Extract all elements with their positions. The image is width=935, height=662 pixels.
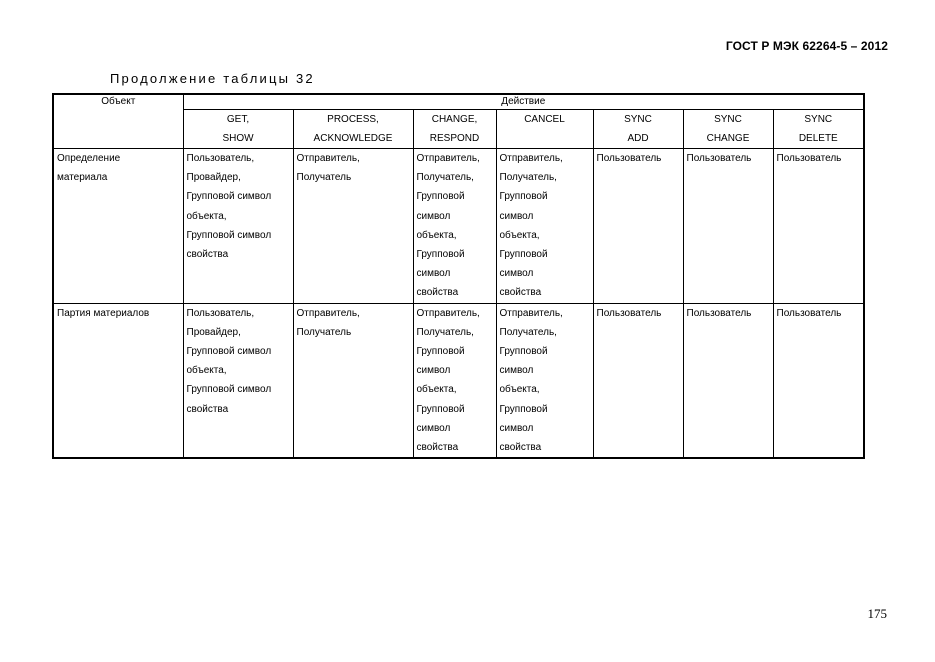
table-caption: Продолжение таблицы 32 [110,71,315,86]
verb-header [593,110,683,149]
cell-line: объекта, [416,384,457,396]
table-header-row-1 [53,94,864,110]
table-cell [683,303,773,458]
cell-line: Отправитель, [499,153,563,164]
cell-line: объекта, [416,229,457,241]
cell-line: символ [416,422,451,434]
cell-line: Групповой [499,249,548,261]
table-cell [183,303,293,458]
table-cell [413,303,496,458]
cell-line: Определение [57,153,121,164]
table-cell [683,149,773,304]
verb-header [773,110,864,149]
cell-line: свойства [186,249,229,261]
table-cell [413,149,496,304]
cell-line: символ [499,210,534,222]
verb-header [413,110,496,149]
table-cell [183,149,293,304]
cell-line: Групповой символ [186,384,272,396]
object-cell [53,149,183,304]
header-line: CANCEL [524,114,565,125]
cell-line: Получатель [296,326,352,338]
cell-line: Партия материалов [57,307,150,319]
cell-line: Групповой [499,403,548,415]
header-line: DELETE [798,133,838,144]
object-column-header: Объект [53,94,183,149]
cell-line: символ [499,268,534,280]
table-cell [773,303,864,458]
table-row [53,303,864,458]
table-cell [496,303,593,458]
cell-line: Получатель [296,172,352,184]
cell-line: символ [416,365,451,377]
table-cell [293,303,413,458]
cell-line: Групповой [499,346,548,358]
cell-line: Пользователь [686,153,752,164]
cell-line: Пользователь [596,307,662,319]
table-cell [773,149,864,304]
verb-header [496,110,593,149]
cell-line: объекта, [499,229,540,241]
cell-line: символ [416,210,451,222]
cell-line: Пользователь [596,153,662,164]
header-line: RESPOND [429,133,480,144]
cell-line: объекта, [186,210,227,222]
cell-line: свойства [499,287,542,299]
cell-line: Групповой [416,249,465,261]
cell-line: символ [416,268,451,280]
cell-line: свойства [416,287,459,299]
header-line: SYNC [714,114,742,125]
cell-line: Групповой [416,403,465,415]
action-column-header: Действие [183,94,864,110]
header-line: CHANGE [706,133,750,144]
cell-line: Провайдер, [186,326,241,338]
cell-line: объекта, [499,384,540,396]
table-row [53,149,864,304]
header-line: ADD [627,133,649,144]
page-number: 175 [867,606,887,621]
cell-line: Групповой символ [186,346,272,358]
cell-line: Отправитель, [296,307,360,319]
cell-line: Пользователь, [186,307,255,319]
cell-line: символ [499,422,534,434]
table-cell [593,149,683,304]
cell-line: Провайдер, [186,172,241,184]
verb-header [683,110,773,149]
cell-line: материала [57,172,108,184]
header-line: SYNC [804,114,833,125]
verb-header [183,110,293,149]
document-header: ГОСТ Р МЭК 62264-5 – 2012 [725,39,888,53]
cell-line: свойства [499,442,542,454]
cell-line: Отправитель, [499,307,563,319]
header-line: GET, [226,114,250,125]
cell-line: Пользователь [776,307,842,319]
cell-line: свойства [416,442,459,454]
table-cell [593,303,683,458]
cell-line: Групповой [416,191,465,203]
cell-line: Получатель, [499,326,557,338]
cell-line: символ [499,365,534,377]
header-line: ACKNOWLEDGE [313,133,393,144]
cell-line: Отправитель, [416,307,480,319]
data-table [52,93,865,459]
header-line: CHANGE, [431,114,478,125]
cell-line: Пользователь [776,153,842,164]
cell-line: свойства [186,403,229,415]
verb-header [293,110,413,149]
header-line: PROCESS, [327,114,379,125]
cell-line: Групповой символ [186,229,272,241]
table-cell [293,149,413,304]
cell-line: Пользователь [686,307,752,319]
object-cell [53,303,183,458]
header-line: SYNC [624,114,652,125]
cell-line: Получатель, [416,326,474,338]
cell-line: Групповой [499,191,548,203]
cell-line: Получатель, [416,172,474,184]
cell-line: Отправитель, [416,153,480,164]
cell-line: Получатель, [499,172,557,184]
cell-line: Отправитель, [296,153,360,164]
header-line: SHOW [222,133,254,144]
table-cell [496,149,593,304]
cell-line: Групповой [416,346,465,358]
cell-line: Групповой символ [186,191,272,203]
cell-line: объекта, [186,365,227,377]
cell-line: Пользователь, [186,153,255,164]
